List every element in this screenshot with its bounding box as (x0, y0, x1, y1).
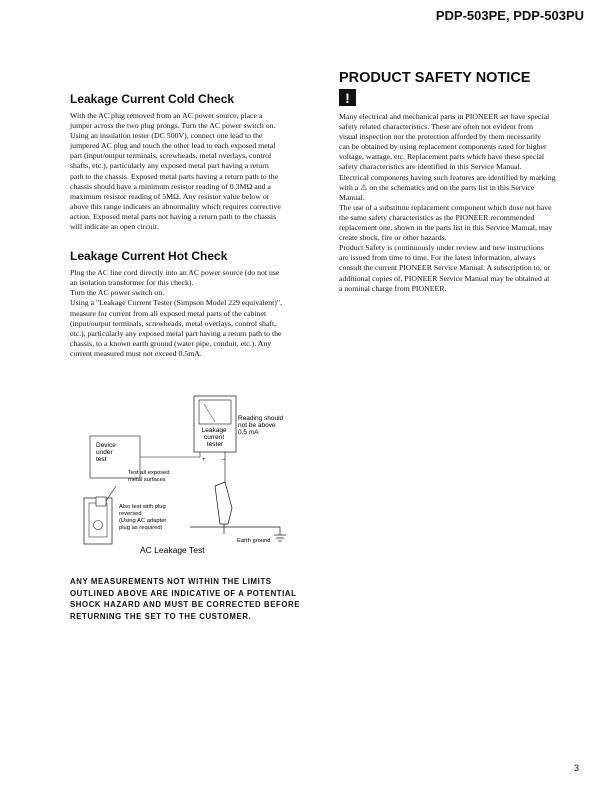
cold-check-body (70, 111, 313, 232)
left-column (70, 92, 313, 359)
text-line: will indicate an open circuit. (70, 222, 159, 232)
cold-check-title: Leakage Current Cold Check (70, 92, 235, 106)
plug-label-line: plug as required) (119, 525, 163, 531)
text-line: chassis should have a minimum resistor reading of 0.3MΩ and a (70, 181, 271, 191)
text-line: Manual. (339, 192, 365, 202)
text-line: jumpered AC plug and touch the other lead to each exposed metal (70, 141, 276, 151)
text-line: safety related characteristics. These are often not evident from (339, 122, 534, 132)
text-line: voltage, wattage, etc. Replacement parts which have these special (339, 152, 545, 162)
plus-terminal: + (202, 457, 206, 463)
text-line: safety characteristics are identified in this Service Manual. (339, 162, 522, 172)
plug-label-line: reversed (119, 511, 142, 517)
reading-label-line: 0.5 mA (238, 429, 259, 436)
text-line: replacement one, shown in the parts list in this Service Manual, may (339, 223, 553, 233)
warning-line: OUTLINED ABOVE ARE INDICATIVE OF A POTENTIAL (70, 588, 297, 598)
text-line: action. Exposed metal parts not having a return path to the chassis (70, 211, 277, 221)
text-line: etc.), particularly any exposed metal part having a return path to the (70, 328, 282, 338)
tester-label-line: tester (206, 441, 224, 448)
text-line: consult the current PIONEER Service Manual. A subscription to, or (339, 263, 551, 273)
hot-check-body (70, 268, 313, 359)
probe (215, 482, 232, 524)
device-label-line: Device (96, 442, 116, 449)
text-line: current measured must not exceed 0.5mA. (70, 348, 202, 358)
text-line: The use of a substitute replacement component which dose not have (339, 202, 552, 212)
text-line: Turn the AC power switch on. (70, 288, 165, 298)
text-line: chassis, to a known earth ground (water pipe, conduit, etc.). Any (70, 338, 272, 348)
safety-notice-body (339, 112, 585, 294)
text-line: Using an insulation tester (DC 500V), connect one lead to the (70, 131, 263, 141)
warning-line: RETURNING THE SET TO THE CUSTOMER. (70, 611, 252, 621)
text-line: shafts, etc.), particularly any exposed metal part having a return (70, 161, 269, 171)
text-line: With the AC plug removed from an AC power source, place a (70, 111, 263, 120)
warning-line: SHOCK HAZARD AND MUST BE CORRECTED BEFORE (70, 600, 301, 609)
right-column (339, 70, 585, 294)
minus-terminal: – (222, 457, 226, 463)
text-line: maximum resistor reading of 5MΩ. Any resistor value below or (70, 191, 270, 201)
text-line: Many electrical and mechanical parts in PIONEER set have special (339, 112, 550, 121)
text-line: Product Safety is continuously under review and new instructions (339, 243, 544, 253)
ac-plug (96, 497, 106, 506)
surfaces-label-line: Test all exposed (128, 470, 170, 476)
device-label-line: under (96, 449, 113, 456)
safety-mark-line (339, 183, 585, 193)
text-line: visual inspection nor the protection afforded by them necessarily (339, 132, 542, 142)
device-label-line: test (96, 456, 107, 463)
caution-triangle-icon: ⚠ (360, 182, 368, 192)
text-line: Plug the AC line cord directly into an AC power source (do not use (70, 268, 280, 278)
text-line: an isolation transformer for this check). (70, 278, 194, 288)
safety-notice-title: PRODUCT SAFETY NOTICE (339, 70, 531, 86)
tester-label-line: current (203, 434, 225, 441)
plug-label-line: Also test with plug (119, 504, 166, 510)
plug-reversed-label (119, 504, 168, 531)
ac-leakage-test-diagram (80, 390, 312, 560)
hot-check-title: Leakage Current Hot Check (70, 249, 228, 264)
exclamation-warning-icon: ! (339, 89, 356, 106)
outlet-socket (94, 521, 103, 530)
plug-label-line: (Using AC adapter (119, 518, 167, 524)
surfaces-label (128, 470, 171, 483)
text-line: the same safety characteristics as the PIONEER recommended (339, 212, 535, 222)
reading-label-line: not be above (238, 422, 276, 429)
surfaces-label-line: metal surfaces (128, 477, 166, 483)
text-line: part (input/output terminals, screwheads, metal overlays, control (70, 151, 272, 161)
diagram-caption: AC Leakage Test (140, 545, 205, 555)
text-line: path to the chassis. Exposed metal parts having a return path to the (70, 171, 279, 181)
ac-outlet-face (89, 503, 107, 537)
meter-face (199, 400, 231, 424)
text-line: above this range indicates an abnormality which requires corrective (70, 201, 281, 211)
text-line: can be obtained by using replacement components rated for higher (339, 142, 547, 152)
text-line: measure for current from all exposed metal parts of the cabinet (70, 308, 267, 318)
reading-label (238, 415, 285, 436)
text-line: Electrical components having such features are identified by marking (339, 172, 556, 182)
text-line: additional copies of, PIONEER Service Manual may be obtained at (339, 273, 550, 283)
text-line: Using a "Leakage Current Tester (Simpson Model 229 equivalent)", (70, 298, 283, 308)
tester-label-line: Leakage (201, 427, 227, 434)
earth-ground-label: Earth ground (237, 538, 271, 544)
text-line: jumper across the two plug prongs. Turn the AC power switch on. (70, 121, 276, 131)
mark-suffix: on the schematics and on the parts list in this Service (369, 182, 535, 192)
warning-line: ANY MEASUREMENTS NOT WITHIN THE LIMITS (70, 577, 272, 586)
measurement-warning (70, 576, 315, 622)
page-number: 3 (573, 763, 579, 773)
model-number: PDP-503PE, PDP-503PU (435, 8, 584, 23)
text-line: are issued from time to time. For the latest information, always (339, 253, 536, 263)
text-line: (input/output terminals, screwheads, metal overlays, control shaft, (70, 318, 277, 328)
reading-label-line: Reading should (238, 415, 284, 422)
mark-prefix: with a (339, 182, 359, 192)
text-line: create shock, fire or other hazards. (339, 233, 447, 243)
text-line: a nominal charge from PIONEER. (339, 283, 447, 293)
